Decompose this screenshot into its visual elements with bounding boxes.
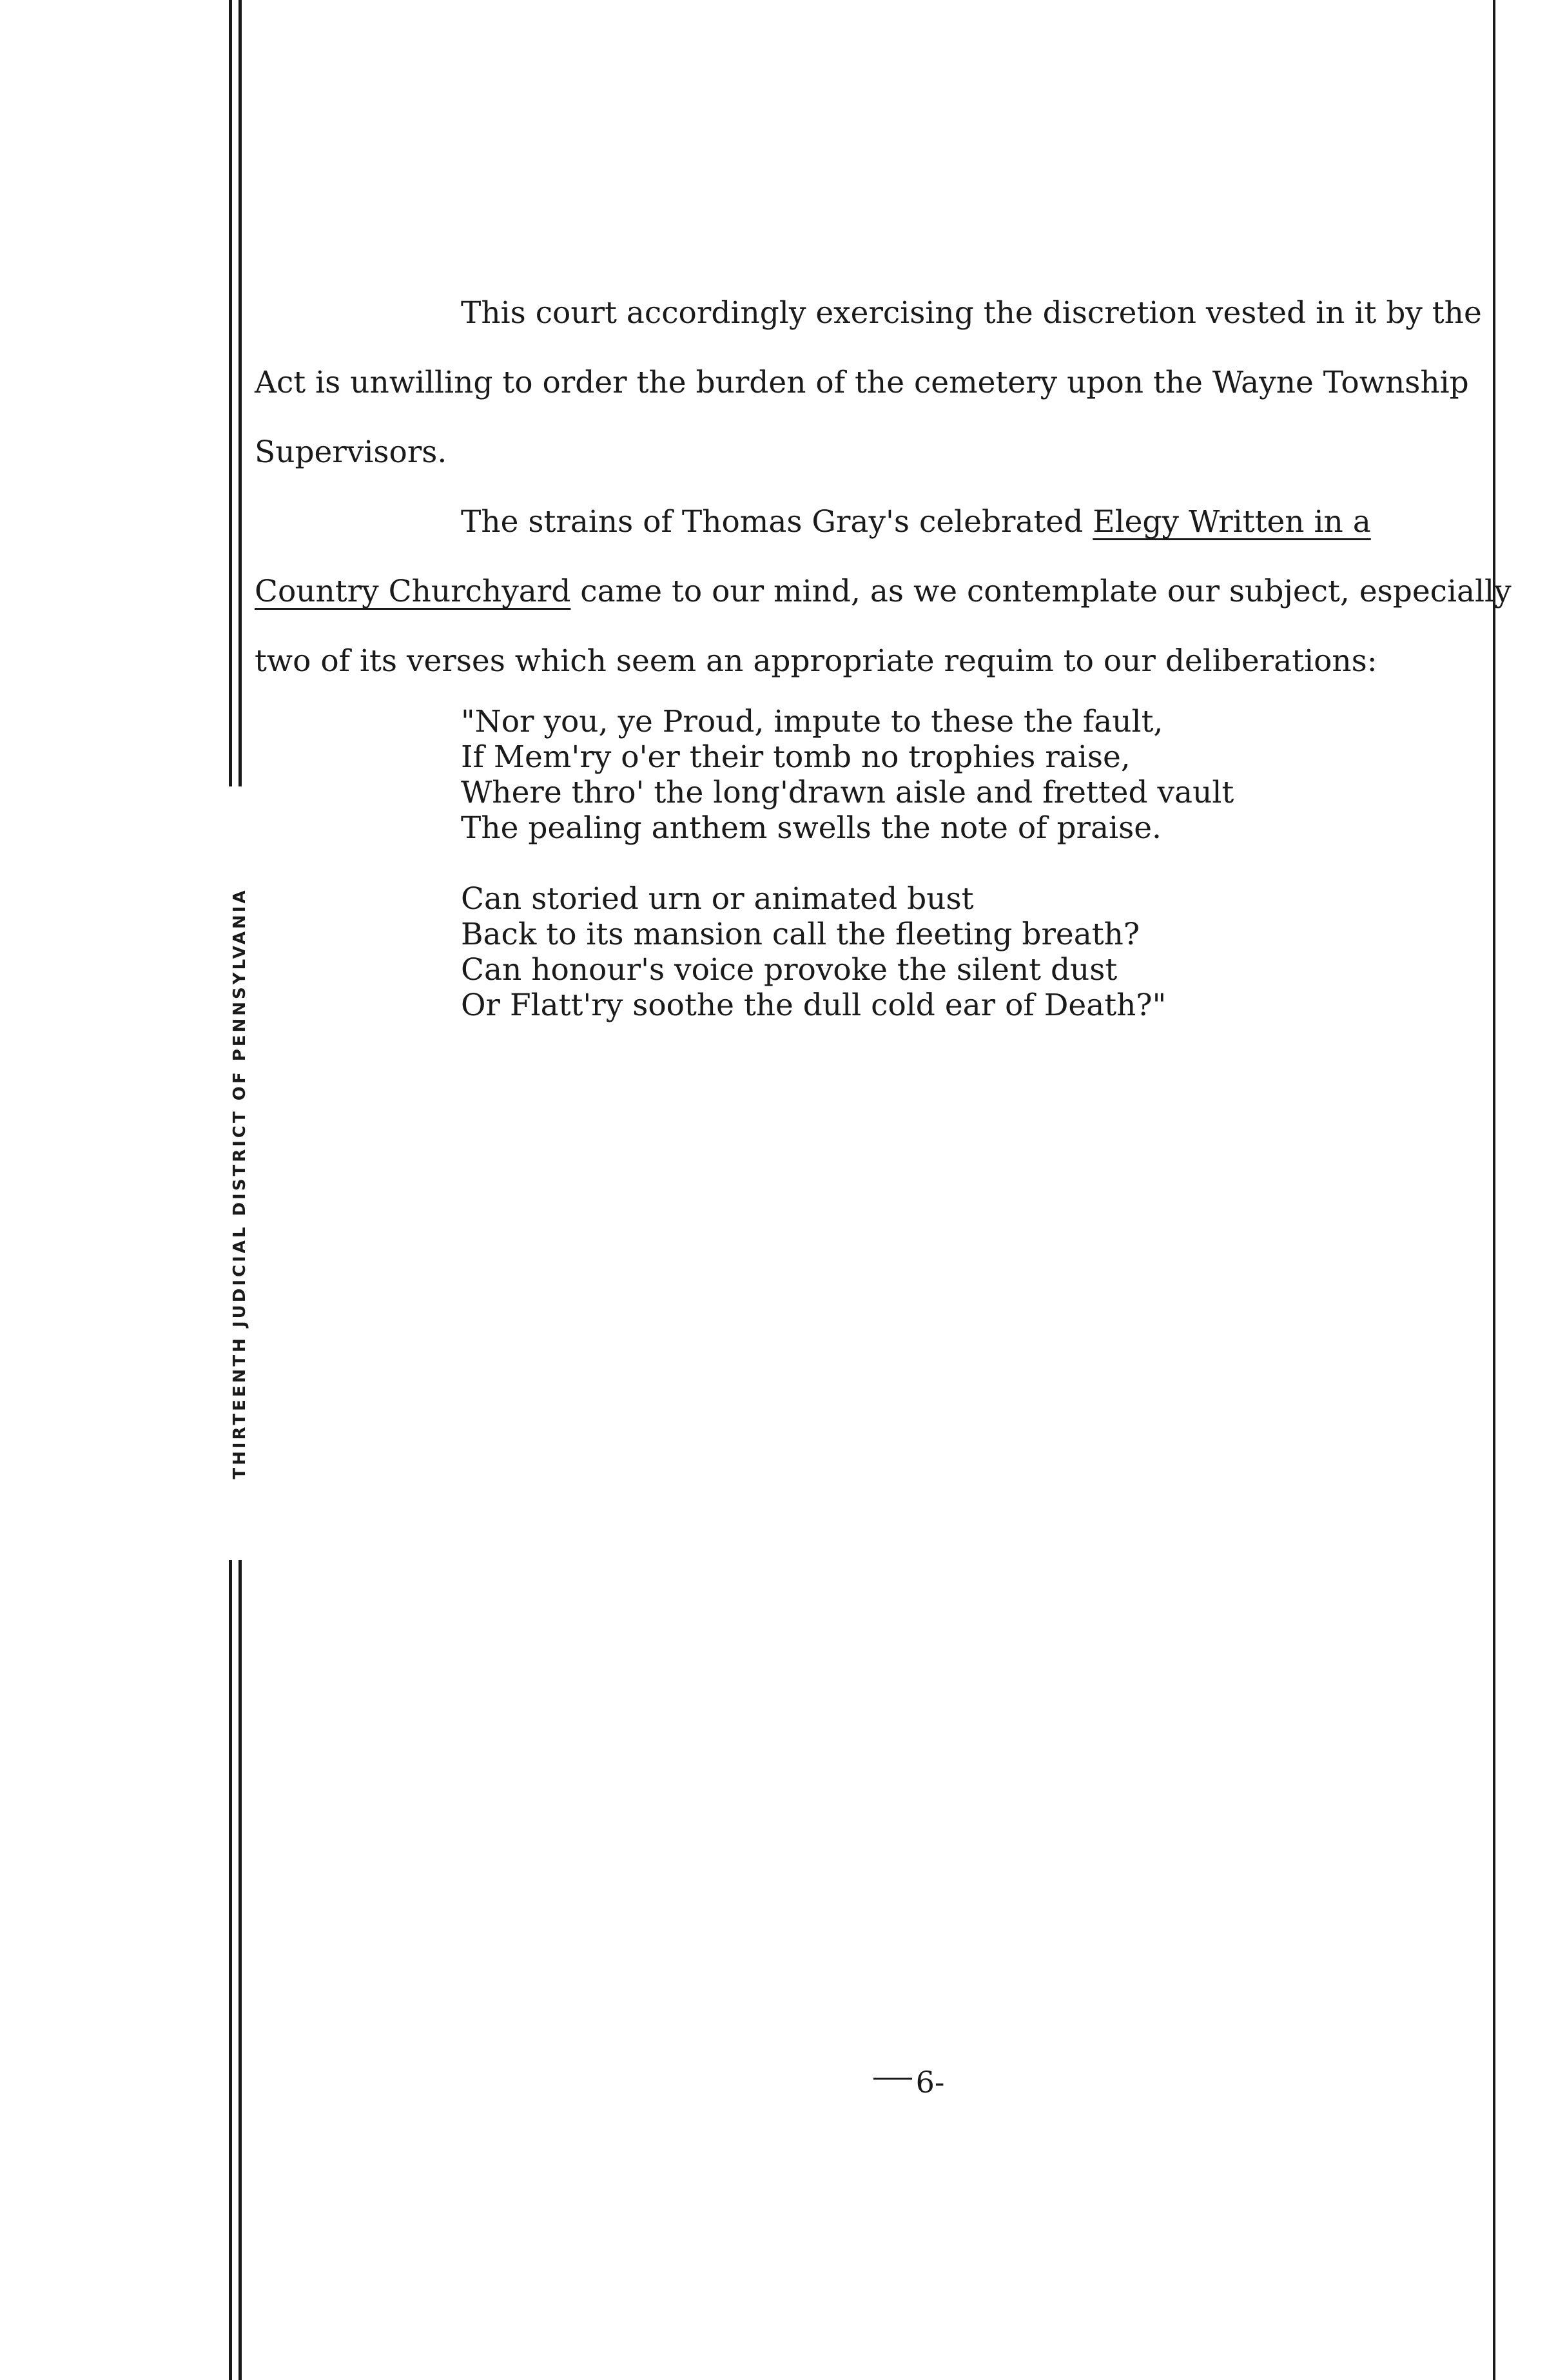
left-margin-rule [238, 0, 242, 786]
page-number-dash [873, 2078, 912, 2080]
paragraph-text: The strains of Thomas Gray's celebrated [461, 504, 1093, 540]
verse-line: Can honour's voice provoke the silent dust [461, 952, 1118, 988]
left-margin-rule [229, 0, 232, 786]
paragraph-line [255, 557, 1512, 627]
right-margin-rule [1493, 0, 1495, 2380]
paragraph-line: two of its verses which seem an appropriate requim to our deliberations: [255, 643, 1377, 679]
verse-line: Back to its mansion call the fleeting breath? [461, 917, 1140, 952]
verse-line: The pealing anthem swells the note of praise. [461, 810, 1162, 846]
paragraph-1 [255, 278, 1482, 487]
paragraph-2 [255, 487, 1512, 696]
page-number-text: 6- [915, 2065, 945, 2100]
left-margin-rule [229, 1560, 232, 2380]
stanza-gap [461, 846, 1234, 881]
left-margin-rule [238, 1560, 242, 2380]
verse-line: "Nor you, ye Proud, impute to these the fault, [461, 704, 1163, 739]
district-sidebar-label: THIRTEENTH JUDICIAL DISTRICT OF PENNSYLVANIA [230, 888, 249, 1479]
verse-line: If Mem'ry o'er their tomb no trophies raise, [461, 739, 1131, 775]
poem-quote [461, 704, 1234, 1023]
paragraph-text: came to our mind, as we contemplate our subject, especially [570, 574, 1512, 609]
paragraph-line: This court accordingly exercising the discretion vested in it by the [461, 295, 1482, 331]
page-number [851, 2063, 967, 2102]
poem-title: Elegy Written in a [1093, 504, 1371, 540]
verse-line: Or Flatt'ry soothe the dull cold ear of Death?" [461, 988, 1167, 1023]
verse-line: Where thro' the long'drawn aisle and fretted vault [461, 775, 1234, 810]
paragraph-line: Supervisors. [255, 434, 447, 470]
paragraph-line: Act is unwilling to order the burden of the cemetery upon the Wayne Township [255, 365, 1469, 400]
verse-line: Can storied urn or animated bust [461, 881, 974, 917]
poem-title: Country Churchyard [255, 574, 571, 609]
paragraph-line [255, 487, 1479, 557]
